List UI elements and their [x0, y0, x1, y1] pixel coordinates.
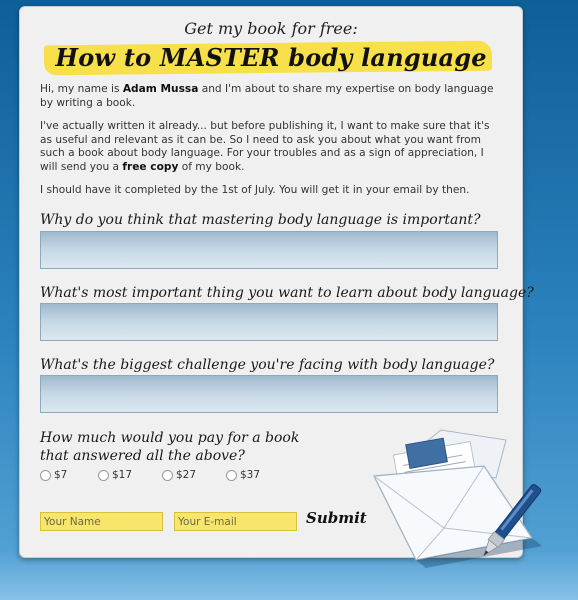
- price-option-label: $7: [54, 469, 68, 481]
- price-option-17[interactable]: [98, 469, 132, 481]
- question-1-input[interactable]: [40, 231, 498, 269]
- question-3-input[interactable]: [40, 375, 498, 413]
- page-subtitle: Get my book for free:: [184, 19, 358, 38]
- question-2-input[interactable]: [40, 303, 498, 341]
- price-question-line-1: How much would you pay for a book: [40, 430, 300, 446]
- price-option-label: $27: [176, 469, 197, 481]
- intro-text-segment: I've actually written it already... but before publishing it, I want to make sure that it's as useful and relevant as it can be. So I need to ask you about what you want from such a book about body language. For your troubles and as a sign of appreciation, I will send you a: [40, 120, 490, 173]
- intro-paragraph-2: [40, 120, 498, 174]
- question-2-label: What's most important thing you want to learn about body language?: [40, 285, 534, 301]
- free-copy-emphasis: free copy: [122, 160, 179, 173]
- submit-button[interactable]: Submit: [306, 509, 367, 527]
- radio-button-icon[interactable]: [162, 470, 173, 481]
- intro-paragraph-3: I should have it completed by the 1st of July. You will get it in your email by then.: [40, 184, 470, 196]
- intro-text-segment: Hi, my name is: [40, 83, 123, 95]
- intro-paragraph-1: [40, 83, 498, 110]
- intro-text: [40, 83, 498, 208]
- intro-text-segment: and I'm about to share my expertise on body language by writing a book.: [40, 83, 494, 109]
- email-field[interactable]: [174, 512, 297, 531]
- name-field[interactable]: [40, 512, 163, 531]
- price-question-line-2: that answered all the above?: [40, 448, 245, 464]
- price-option-37[interactable]: [226, 469, 260, 481]
- price-question: [40, 429, 299, 465]
- question-1-label: Why do you think that mastering body language is important?: [40, 212, 481, 228]
- author-name: Adam Mussa: [122, 83, 199, 95]
- intro-text-segment: of my book.: [178, 160, 245, 173]
- price-option-label: $37: [240, 469, 261, 481]
- radio-button-icon[interactable]: [226, 470, 237, 481]
- question-3-label: What's the biggest challenge you're facing with body language?: [40, 357, 495, 373]
- radio-button-icon[interactable]: [40, 470, 51, 481]
- page-title: How to MASTER body language: [55, 43, 487, 72]
- price-option-7[interactable]: [40, 469, 67, 481]
- price-option-label: $17: [112, 469, 133, 481]
- price-option-27[interactable]: [162, 469, 196, 481]
- envelope-with-letter-and-pen-icon: [356, 418, 556, 588]
- radio-button-icon[interactable]: [98, 470, 109, 481]
